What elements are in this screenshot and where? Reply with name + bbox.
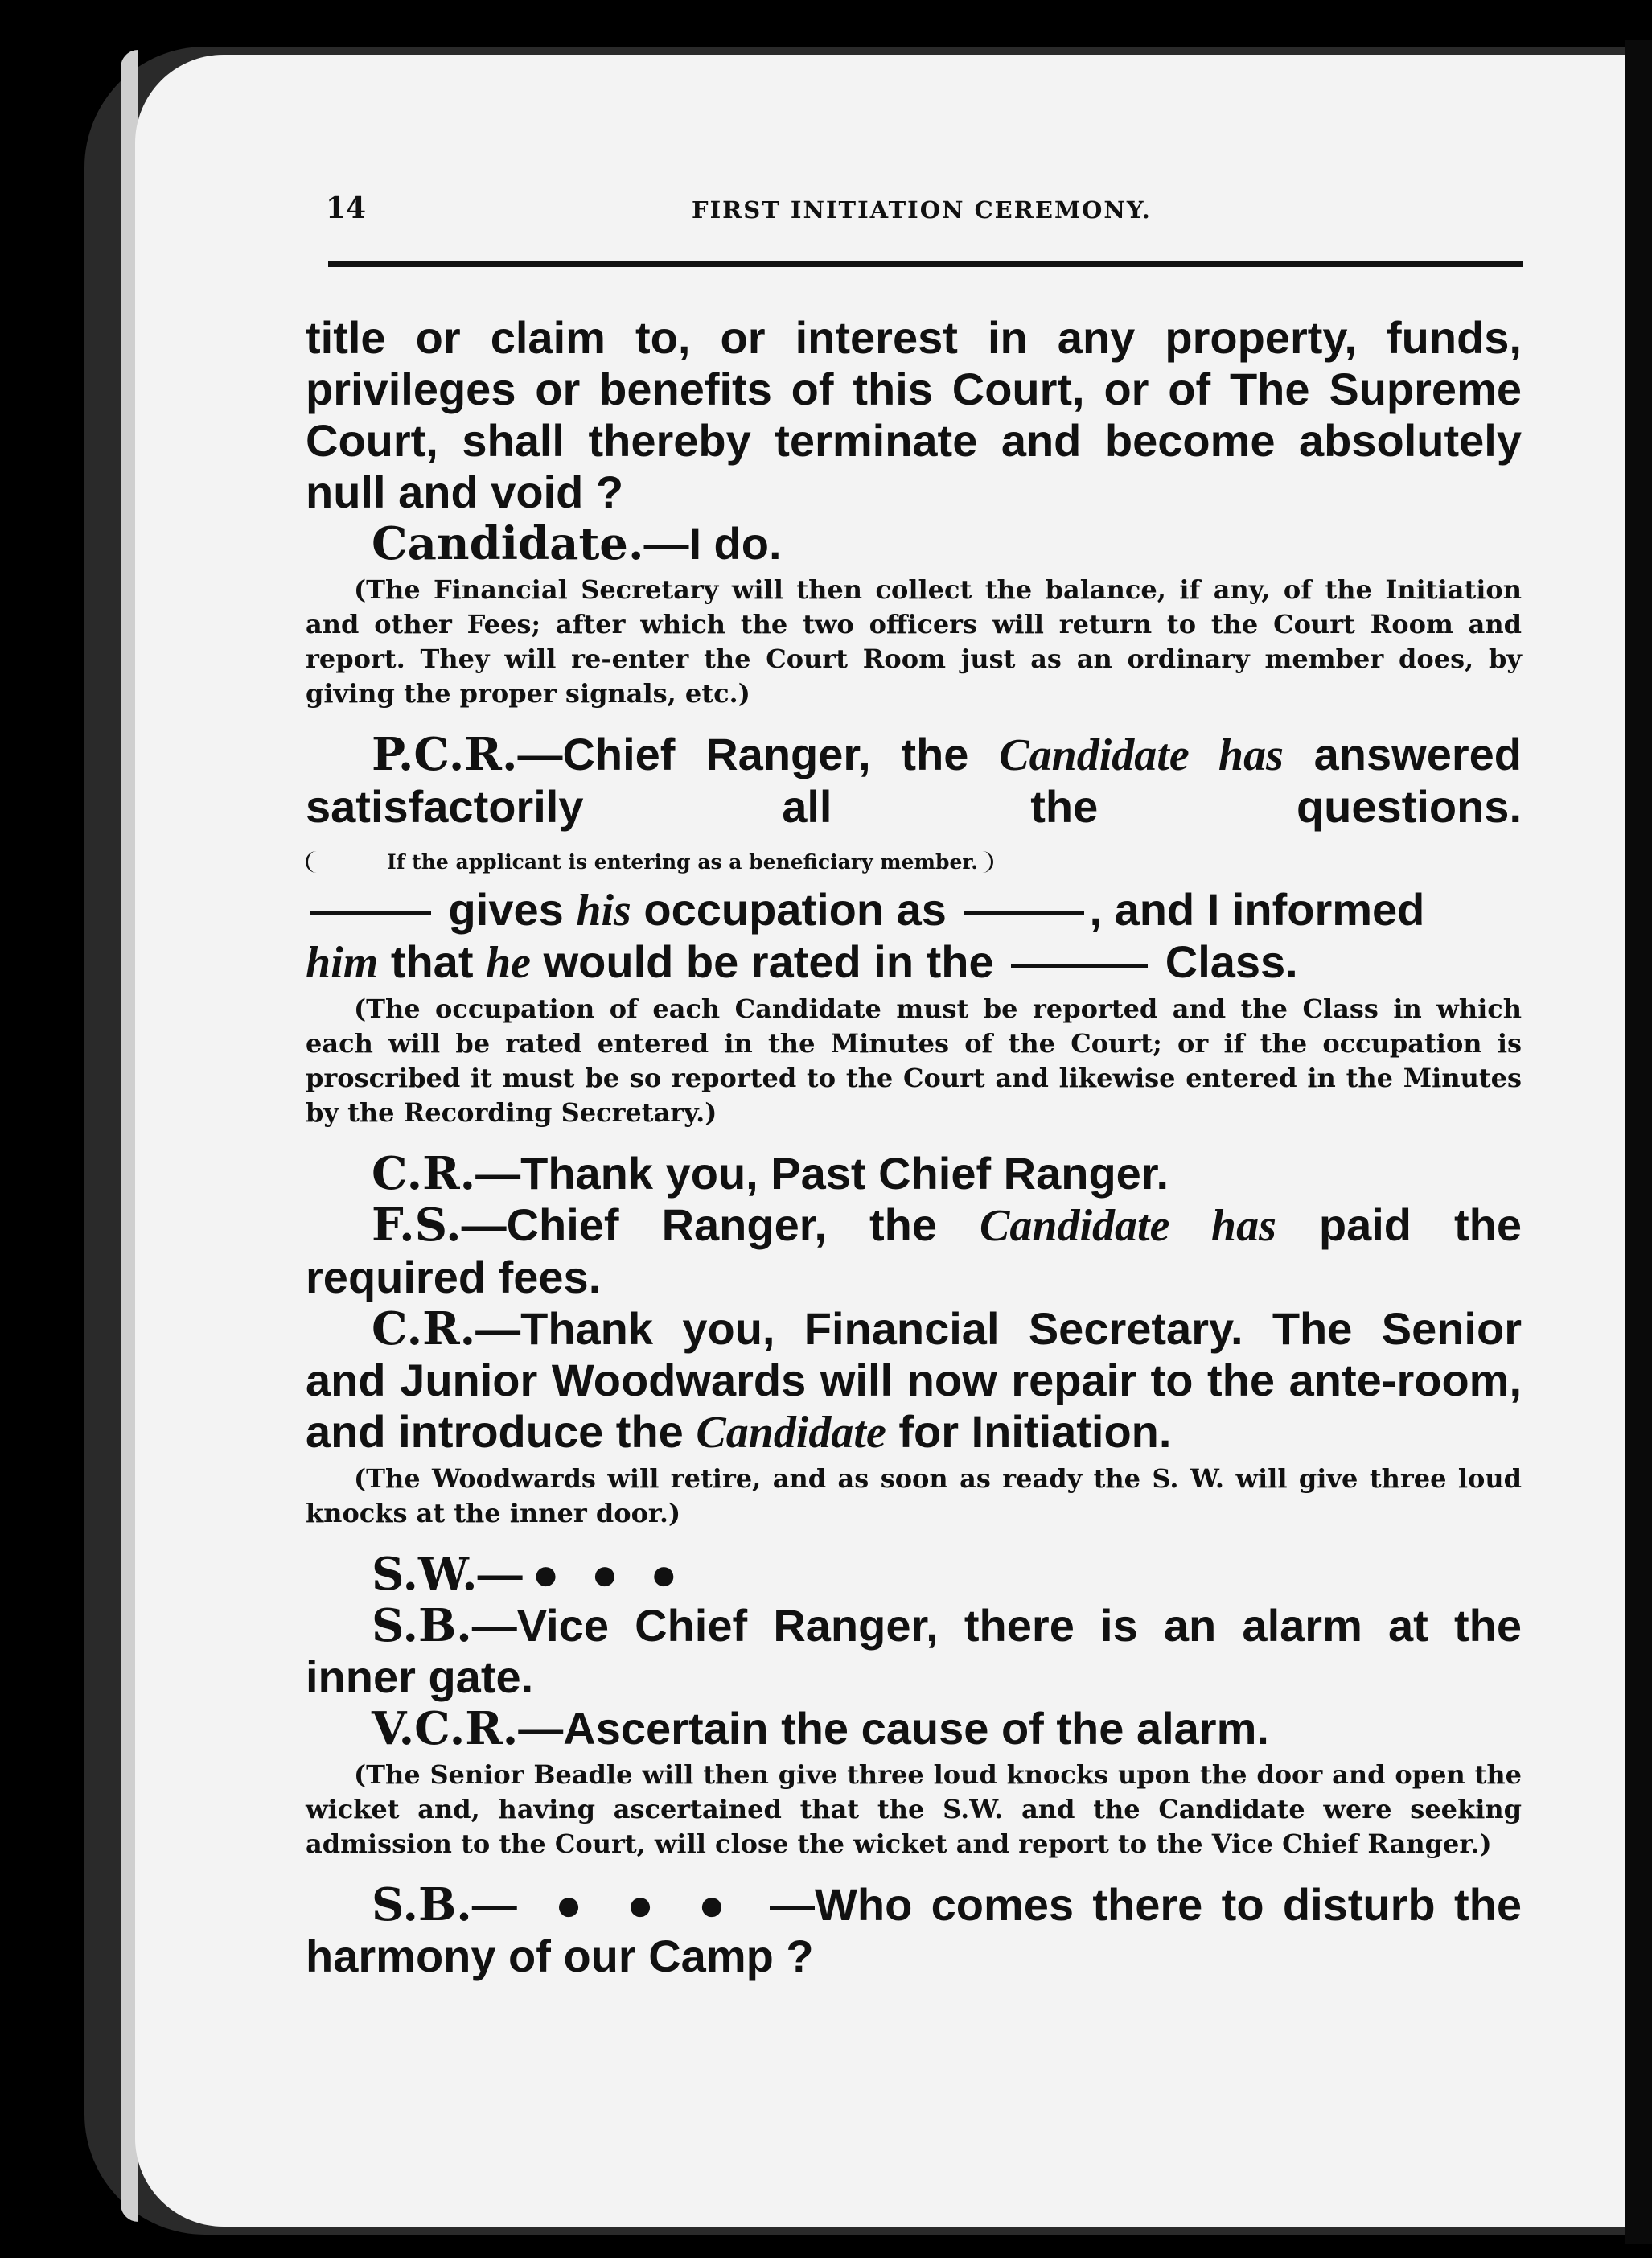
dialogue-cr bbox=[306, 1148, 1522, 1199]
blank-line bbox=[310, 911, 431, 915]
dialogue-text: —Thank you, Financial Secretary. The Senior and Junior Woodwards will now repair to the ante-room, and introduce the bbox=[306, 1303, 1522, 1457]
italic-text: Candidate has bbox=[980, 1201, 1276, 1251]
dialogue-text: —Thank you, Past Chief Ranger. bbox=[475, 1148, 1169, 1199]
page-header bbox=[326, 191, 1524, 240]
blank-line bbox=[964, 911, 1084, 915]
dialogue-text: —I do. bbox=[643, 518, 782, 569]
dialogue-text: —Who comes there to disturb the harmony of our Camp ? bbox=[306, 1879, 1522, 1981]
speaker-label: S.W. bbox=[372, 1548, 478, 1601]
italic-text: his bbox=[576, 886, 631, 936]
dialogue-candidate bbox=[306, 518, 1522, 570]
dialogue-text: would be rated in the bbox=[531, 936, 1007, 987]
dialogue-text: occupation as bbox=[631, 884, 960, 935]
stage-direction: (The Financial Secretary will then collect the balance, if any, of the Initiation and other Fees; after which the two officers will return to the Court Room and report. They will re-enter the Court Room just as an ordinary member does, by giving the proper signals, etc.) bbox=[306, 574, 1522, 709]
dialogue-sw bbox=[306, 1549, 1522, 1600]
speaker-label: C.R. bbox=[372, 1147, 476, 1200]
italic-text: he bbox=[486, 938, 532, 988]
dialogue-text: —Chief Ranger, the bbox=[517, 729, 1000, 779]
dialogue-cr-2 bbox=[306, 1303, 1522, 1458]
dialogue-text: that bbox=[378, 936, 487, 987]
italic-text: Candidate bbox=[696, 1408, 886, 1458]
speaker-label: C.R. bbox=[372, 1302, 476, 1355]
dialogue-text: —Chief Ranger, the bbox=[461, 1199, 980, 1250]
dialogue-text: , and I informed bbox=[1089, 884, 1425, 935]
dialogue-text: paid the required fees. bbox=[306, 1199, 1522, 1302]
dialogue-text: Class. bbox=[1153, 936, 1298, 987]
blank-line bbox=[1011, 964, 1148, 968]
speaker-label: F.S. bbox=[372, 1199, 462, 1252]
dialogue-text: answered satisfactorily all the questions. bbox=[306, 729, 1523, 832]
dialogue-sb bbox=[306, 1600, 1522, 1703]
paragraph-continuation: title or claim to, or interest in any property, funds, privileges or benefits of this Court, or of The Supreme Court, shall thereby terminate and become absolutely null and void ? bbox=[306, 312, 1522, 517]
knock-marks: — ● ● ● bbox=[471, 1879, 770, 1930]
dialogue-text: for Initiation. bbox=[886, 1406, 1172, 1457]
dialogue-text: gives bbox=[436, 884, 577, 935]
speaker-label: S.B. bbox=[372, 1878, 472, 1931]
speaker-label: P.C.R. bbox=[372, 728, 518, 781]
stage-direction: (The Woodwards will retire, and as soon as ready the S. W. will give three loud knocks at the inner door.) bbox=[306, 1463, 1522, 1528]
stage-direction: (The occupation of each Candidate must be reported and the Class in which each will be rated entered in the Minutes of the Court; or if the occupation is proscribed it must be so reported to the Court and likewise entered in the Minutes by the Recording Secretary.) bbox=[306, 993, 1522, 1128]
dialogue-text: —Vice Chief Ranger, there is an alarm at the inner gate. bbox=[306, 1600, 1522, 1702]
dialogue-sb-2 bbox=[306, 1879, 1522, 1982]
page-body bbox=[306, 312, 1522, 1982]
dialogue-fs bbox=[306, 1199, 1522, 1303]
dialogue-text: —Ascertain the cause of the alarm. bbox=[518, 1703, 1269, 1754]
dialogue-vcr bbox=[306, 1703, 1522, 1754]
speaker-label: Candidate. bbox=[372, 517, 644, 570]
stage-direction: (The Senior Beadle will then give three loud knocks upon the door and open the wicket and, having ascertained that the S.W. and the Candidate were seeking admission to the Court, will close the wicket and report to the Vice Chief Ranger.) bbox=[306, 1759, 1522, 1859]
running-title: FIRST INITIATION CEREMONY. bbox=[692, 196, 1152, 224]
page-number: 14 bbox=[326, 191, 367, 225]
dialogue-pcr bbox=[306, 729, 1522, 989]
speaker-label: S.B. bbox=[372, 1599, 472, 1652]
header-rule bbox=[328, 261, 1523, 267]
knock-marks: —● ● ● bbox=[477, 1549, 688, 1599]
italic-text: him bbox=[306, 938, 379, 988]
scan-border bbox=[1625, 40, 1652, 2244]
italic-text: Candidate has bbox=[999, 730, 1284, 780]
parenthetical-aside: If the applicant is entering as a beneficiary member. bbox=[306, 851, 993, 873]
speaker-label: V.C.R. bbox=[372, 1702, 519, 1755]
